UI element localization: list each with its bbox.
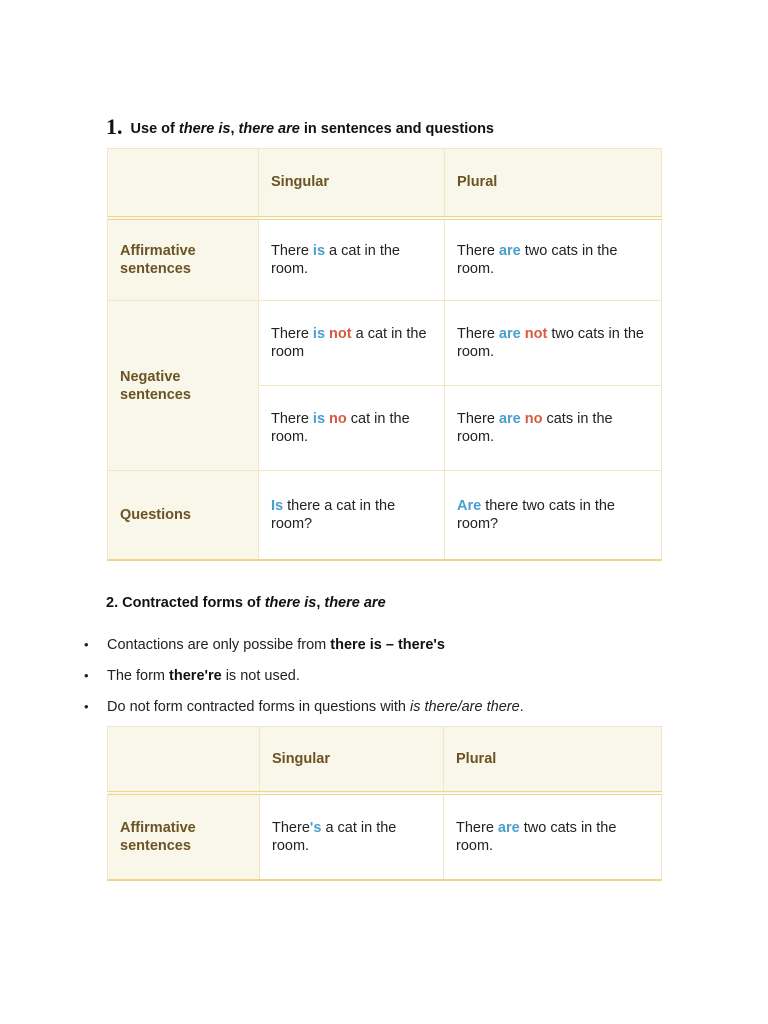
header-singular: Singular: [260, 727, 444, 793]
cell-negative-no-plural: There are no cats in the room.: [445, 386, 662, 471]
row-label-affirmative: Affirmative sentences: [108, 793, 260, 880]
header-plural: Plural: [444, 727, 662, 793]
table-row-affirmative: [108, 218, 662, 301]
section-1-heading: 1. Use of there is, there are in sentences and questions: [106, 114, 495, 139]
header-blank-cell: [108, 149, 259, 218]
header-singular: Singular: [259, 149, 445, 218]
table-header-row: [108, 149, 662, 218]
cell-contracted-singular: There's a cat in the room.: [260, 793, 444, 880]
row-label-questions: Questions: [108, 471, 259, 560]
list-item: • Contactions are only possibe from there is – there's: [84, 635, 524, 666]
header-plural: Plural: [445, 149, 662, 218]
table-row-negative-not: [108, 301, 662, 386]
there-is-there-are-table: [107, 148, 662, 561]
list-item: • Do not form contracted forms in questions with is there/are there.: [84, 697, 524, 728]
cell-negative-not-singular: There is not a cat in the room: [259, 301, 445, 386]
header-blank-cell: [108, 727, 260, 793]
table-header-row: [108, 727, 662, 793]
row-label-negative: Negative sentences: [108, 301, 259, 471]
list-item: • The form there're is not used.: [84, 666, 524, 697]
cell-affirmative-plural: There are two cats in the room.: [445, 218, 662, 301]
cell-contracted-plural: There are two cats in the room.: [444, 793, 662, 880]
cell-affirmative-singular: There is a cat in the room.: [259, 218, 445, 301]
table-row-affirmative: [108, 793, 662, 880]
cell-negative-no-singular: There is no cat in the room.: [259, 386, 445, 471]
section-number: 1.: [106, 114, 123, 139]
section-2-heading: 2. Contracted forms of there is, there are: [106, 595, 386, 611]
contraction-rules-list: [84, 635, 524, 728]
cell-question-plural: Are there two cats in the room?: [445, 471, 662, 560]
table-row-questions: [108, 471, 662, 560]
contracted-forms-table: [107, 726, 662, 881]
cell-negative-not-plural: There are not two cats in the room.: [445, 301, 662, 386]
cell-question-singular: Is there a cat in the room?: [259, 471, 445, 560]
row-label-affirmative: Affirmative sentences: [108, 218, 259, 301]
